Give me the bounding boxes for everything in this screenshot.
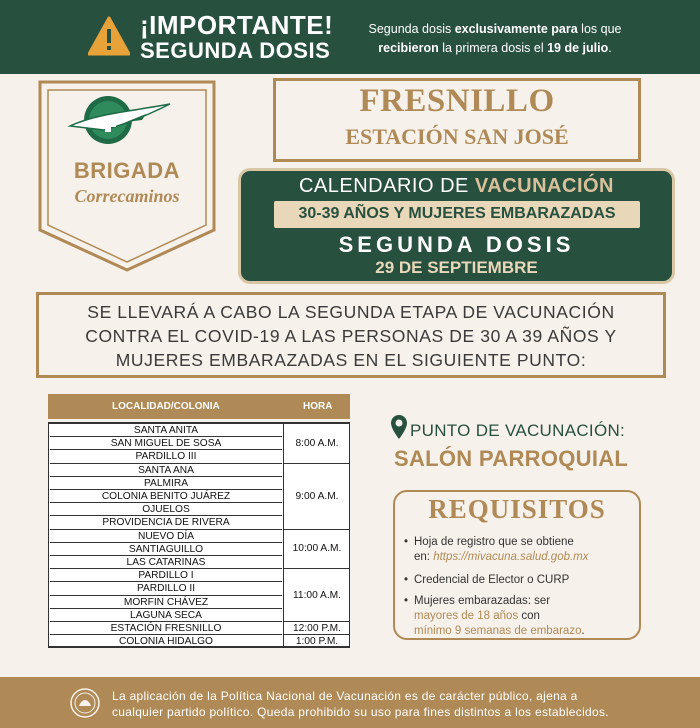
requirements-title: REQUISITOS xyxy=(428,494,606,524)
table-row-location: SAN MIGUEL DE SOSA xyxy=(50,437,282,450)
table-row-hour: 8:00 A.M. xyxy=(284,424,350,464)
dose-label: SEGUNDA DOSIS xyxy=(338,232,575,257)
important-title: ¡IMPORTANTE! xyxy=(140,10,334,40)
table-grid-line xyxy=(48,424,49,648)
table-row-location: LAGUNA SECA xyxy=(50,609,282,622)
age-group: 30-39 AÑOS Y MUJERES EMBARAZADAS xyxy=(298,205,616,222)
table-row-hour: 11:00 A.M. xyxy=(284,569,350,622)
requirement-item: • Credencial de Elector o CURP xyxy=(414,573,636,588)
table-row-location: ESTACIÓN FRESNILLO xyxy=(50,622,282,635)
calendar-title: CALENDARIO DE VACUNACIÓN xyxy=(298,175,614,197)
column-header-location: LOCALIDAD/COLONIA xyxy=(112,401,220,412)
table-grid-line xyxy=(349,424,350,648)
requirement-item: • Mujeres embarazadas: ser mayores de 18 años con mínimo 9 semanas de embarazo. xyxy=(414,594,636,639)
important-subtitle: SEGUNDA DOSIS xyxy=(140,38,331,63)
requirement-item: • Hoja de registro que se obtiene en: https://mivacuna.salud.gob.mx xyxy=(414,535,636,565)
table-row-location: SANTIAGUILLO xyxy=(50,543,282,556)
column-header-hour: HORA xyxy=(303,401,333,412)
important-note: Segunda dosis exclusivamente para los que recibieron la primera dosis el 19 de julio. xyxy=(368,22,622,55)
warning-icon xyxy=(88,16,130,56)
brigade-subtitle: Correcaminos xyxy=(74,186,180,206)
table-row-location: PALMIRA xyxy=(50,477,282,490)
table-row-location: SANTA ANITA xyxy=(50,424,282,437)
dose-date: 29 DE SEPTIEMBRE xyxy=(375,258,538,277)
table-row-location: COLONIA HIDALGO xyxy=(50,635,282,648)
location-pin-icon xyxy=(390,414,408,440)
footer-disclaimer: La aplicación de la Política Nacional de Vacunación es de carácter público, ajena a cualquier partido político. Queda prohibido su uso para fines distintos a los establecidos. xyxy=(112,689,609,719)
table-row-hour: 1:00 P.M. xyxy=(284,635,350,648)
table-grid-line xyxy=(283,424,284,648)
table-row-location: PARDILLO III xyxy=(50,450,282,463)
station-name: ESTACIÓN SAN JOSÉ xyxy=(345,124,569,149)
city-name: FRESNILLO xyxy=(359,83,555,119)
table-body xyxy=(48,422,350,648)
table-row-location: OJUELOS xyxy=(50,503,282,516)
info-line-3: MUJERES EMBARAZADAS EN EL SIGUIENTE PUNTO: xyxy=(115,350,587,370)
info-line-2: CONTRA EL COVID-19 A LAS PERSONAS DE 30 A 39 AÑOS Y xyxy=(85,326,617,346)
table-row-hour: 10:00 A.M. xyxy=(284,530,350,570)
registration-link[interactable]: https://mivacuna.salud.gob.mx xyxy=(433,551,589,563)
table-header xyxy=(48,394,350,419)
table-row-location: LAS CATARINAS xyxy=(50,556,282,569)
table-row-location: PROVIDENCIA DE RIVERA xyxy=(50,516,282,529)
table-row-location: MORFIN CHÁVEZ xyxy=(50,596,282,609)
table-row-location: COLONIA BENITO JUÁREZ xyxy=(50,490,282,503)
table-row-location: PARDILLO II xyxy=(50,582,282,595)
table-row-hour: 12:00 P.M. xyxy=(284,622,350,635)
government-seal-icon xyxy=(70,688,100,718)
table-row-hour: 9:00 A.M. xyxy=(284,464,350,530)
vaccination-point-label: PUNTO DE VACUNACIÓN: xyxy=(410,421,626,440)
table-row-location: PARDILLO I xyxy=(50,569,282,582)
table-row-location: SANTA ANA xyxy=(50,464,282,477)
info-line-1: SE LLEVARÁ A CABO LA SEGUNDA ETAPA DE VACUNACIÓN xyxy=(87,302,615,322)
brigade-title: BRIGADA xyxy=(73,158,181,183)
roadrunner-logo-icon xyxy=(66,90,172,152)
table-row-location: NUEVO DÍA xyxy=(50,530,282,543)
vaccination-place: SALÓN PARROQUIAL xyxy=(394,446,629,471)
